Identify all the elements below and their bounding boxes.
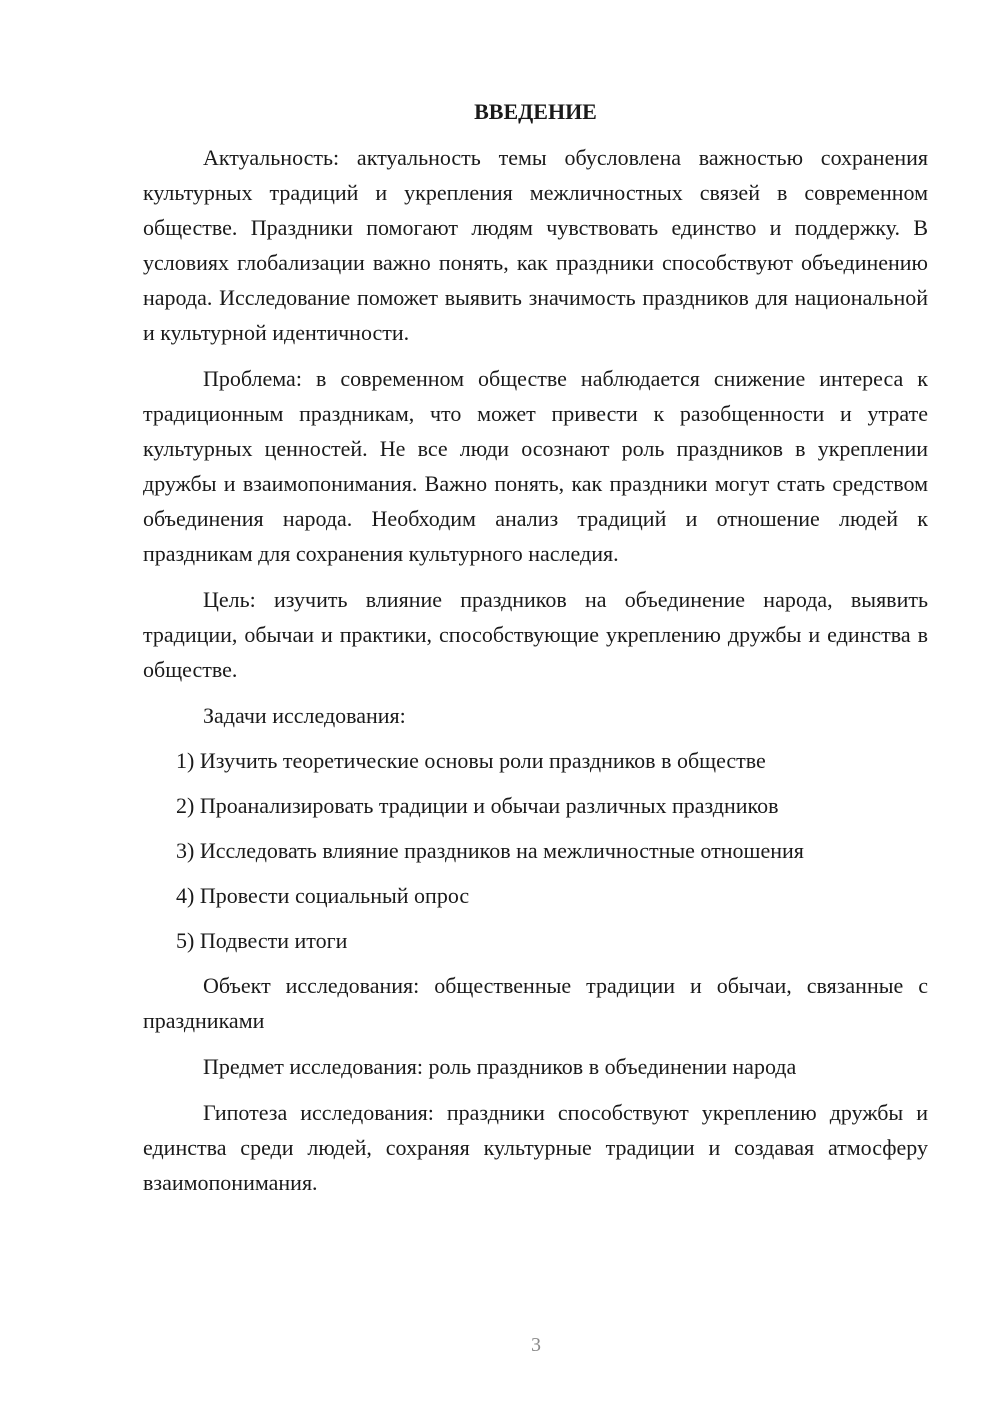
task-item: 5) Подвести итоги — [176, 928, 348, 953]
tasks-label: Задачи исследования: — [203, 703, 406, 728]
task-item: 4) Провести социальный опрос — [176, 883, 470, 908]
problem-paragraph: Проблема: в современном обществе наблюдается снижение интереса к традиционным праздникам, что может привести к разобщенности и утрате культурных ценностей. Не все люди осознают роль праздников в укреплении дружбы и взаимопонимания. Важно понять, как праздники могут стать средством объединения народа. Необходим анализ традиций и отношение людей к праздникам для сохранения культурного наследия. — [143, 366, 928, 566]
object-paragraph: Объект исследования: общественные традиции и обычаи, связанные с праздниками — [143, 973, 928, 1033]
tasks-list — [143, 743, 928, 958]
section-heading: ВВЕДЕНИЕ — [474, 99, 597, 124]
task-item: 1) Изучить теоретические основы роли праздников в обществе — [176, 748, 766, 773]
hypothesis-paragraph: Гипотеза исследования: праздники способствуют укреплению дружбы и единства среди людей, сохраняя культурные традиции и создавая атмосферу взаимопонимания. — [143, 1100, 928, 1195]
relevance-paragraph: Актуальность: актуальность темы обусловлена важностью сохранения культурных традиций и укрепления межличностных связей в современном обществе. Праздники помогают людям чувствовать единство и поддержку. В условиях глобализации важно понять, как праздники способствуют объединению народа. Исследование поможет выявить значимость праздников для национальной и культурной идентичности. — [143, 145, 928, 345]
task-item: 2) Проанализировать традиции и обычаи различных праздников — [176, 793, 779, 818]
subject-paragraph: Предмет исследования: роль праздников в объединении народа — [203, 1054, 797, 1079]
task-item: 3) Исследовать влияние праздников на межличностные отношения — [176, 838, 804, 863]
page-number: 3 — [531, 1334, 541, 1356]
page-content — [143, 96, 928, 1211]
goal-paragraph: Цель: изучить влияние праздников на объединение народа, выявить традиции, обычаи и практики, способствующие укреплению дружбы и единства в обществе. — [143, 587, 928, 682]
